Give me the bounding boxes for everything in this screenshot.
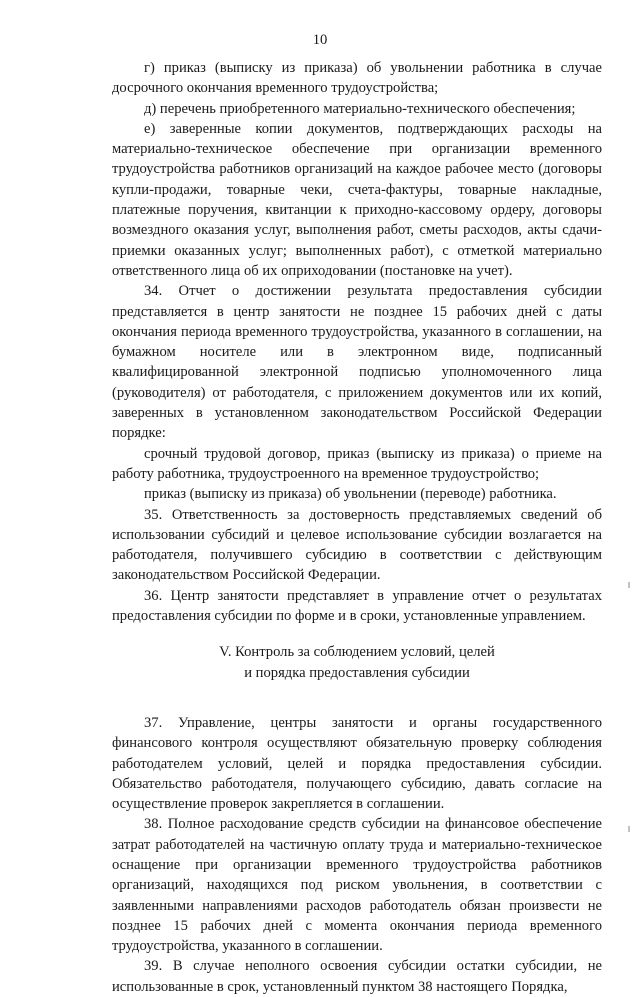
paragraph-39: 39. В случае неполного освоения субсидии остатки субсидии, не использованные в срок, установленный пунктом 38 настоящего Порядка, [112,958,602,995]
paragraph-34-item-dismissal: приказ (выписку из приказа) об увольнении (переводе) работника. [144,486,557,503]
paragraph-38: 38. Полное расходование средств субсидии на финансовое обеспечение затрат работодателей на частичную оплату труда и материально-техническое оснащение при организации временного трудоустройства работников организаций, находящихся под риском увольнения, в соответствии с заявленными направлениями расходов работодатель обязан произвести не позднее 15 рабочих дней с момента окончания периода временного трудоустройства, указанного в соглашении. [112,816,602,955]
paragraph-34-item-contract: срочный трудовой договор, приказ (выписку из приказа) о приеме на работу работника, трудоустроенного на временное трудоустройство; [112,445,602,482]
section-heading-line-1: V. Контроль за соблюдением условий, целей [219,644,495,661]
paragraph-d: д) перечень приобретенного материально-технического обеспечения; [144,100,576,117]
paragraph-g: г) приказ (выписку из приказа) об увольнении работника в случае досрочного окончания временного трудоустройства; [112,60,602,97]
section-heading-line-2: и порядка предоставления субсидии [244,664,470,681]
paragraph-36: 36. Центр занятости представляет в управление отчет о результатах предоставления субсидии по форме и в сроки, установленные управлением. [112,587,602,625]
paragraph-34: 34. Отчет о достижении результата предоставления субсидии представляется в центр занятости не позднее 15 рабочих дней с даты окончания периода временного трудоустройства, указанного в соглашении, на бумажном носителе или в электронном виде, подписанный квалифицированной электронной подписью уполномоченного лица (руководителя) от работодателя, с приложением документов или их копий, заверенных в установленном законодательством Российской Федерации порядке: [112,283,602,442]
page-number: 10 [312,32,328,48]
paragraph-e: е) заверенные копии документов, подтверждающих расходы на материально-техническое обеспечение при организации временного трудоустройства работников организаций на каждое рабочее место (договоры купли-продажи, товарные чеки, счета-фактуры, товарные накладные, платежные поручения, квитанции к приходно-кассовому ордеру, договоры возмездного оказания услуг, выполнения работ, сметы расходов, акты сдачи-приемки оказанных услуг; выполненных работ), с отметкой материально ответственного лица об их оприходовании (постановке на учет). [112,120,602,279]
paragraph-35: 35. Ответственность за достоверность представляемых сведений об использовании субсидий и целевое использование субсидии возлагается на работодателя, получившего субсидию в соответствии с действующим законодательством Российской Федерации. [112,506,602,584]
spacer [112,683,602,713]
document-body [112,58,602,997]
scan-artifact [628,582,630,588]
scan-artifact [628,826,630,832]
paragraph-37: 37. Управление, центры занятости и органы государственного финансового контроля осуществляют обязательную проверку соблюдения работодателем условий, целей и порядка предоставления субсидии. Обязательство работодателя, получающего субсидию, давать согласие на осуществление проверок закрепляется в соглашении. [112,714,602,813]
spacer [112,626,602,642]
